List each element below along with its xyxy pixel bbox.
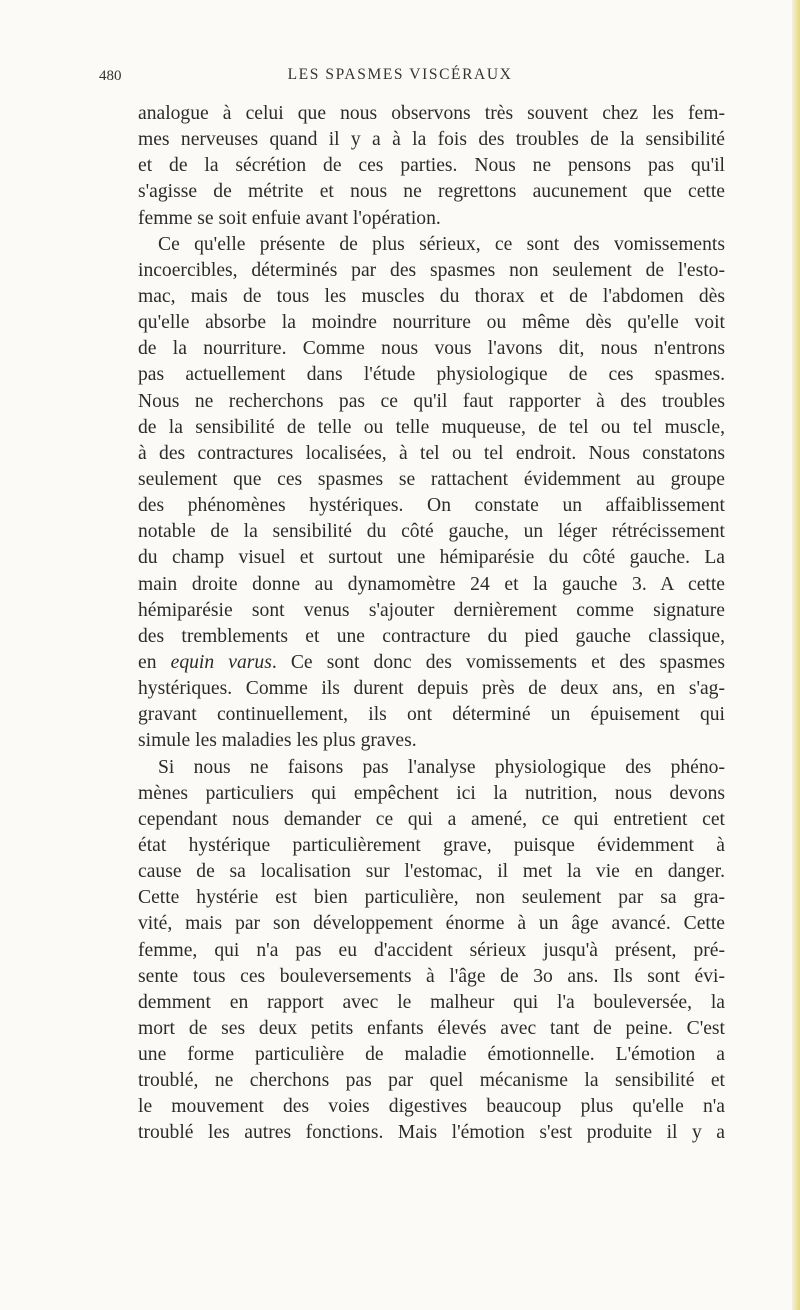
text-line: femme se soit enfuie avant l'opération.: [138, 207, 441, 229]
body-text: [138, 101, 725, 1147]
text-line: main droite donne au dynamomètre 24 et la gauche 3. A cette: [138, 573, 725, 595]
page-number: 480: [99, 68, 122, 84]
text-line: mes nerveuses quand il y a à la fois des troubles de la sensibilité: [138, 129, 725, 151]
text-line: troublé, ne cherchons pas par quel mécanisme la sensibilité et: [138, 1070, 725, 1092]
text-line: Cette hystérie est bien particulière, non seulement par sa gra-: [138, 887, 725, 909]
text-line: une forme particulière de maladie émotionnelle. L'émotion a: [138, 1044, 725, 1066]
italic-term: equin varus: [170, 651, 272, 673]
text-line: état hystérique particulièrement grave, puisque évidemment à: [138, 834, 725, 856]
text-line: mènes particuliers qui empêchent ici la nutrition, nous devons: [138, 782, 725, 804]
text-line: de la nourriture. Comme nous vous l'avons dit, nous n'entrons: [138, 338, 725, 360]
text-line: mac, mais de tous les muscles du thorax et de l'abdomen dès: [138, 285, 725, 307]
page-edge: [792, 0, 800, 1310]
text-line: demment en rapport avec le malheur qui l'a bouleversée, la: [138, 991, 725, 1013]
running-title: LES SPASMES VISCÉRAUX: [287, 66, 513, 83]
page-header: [0, 64, 800, 88]
text-line: pas actuellement dans l'étude physiologique de ces spasmes.: [138, 364, 725, 386]
text-line: notable de la sensibilité du côté gauche, un léger rétrécissement: [138, 521, 725, 543]
text-line: qu'elle absorbe la moindre nourriture ou même dès qu'elle voit: [138, 312, 725, 334]
text-line: mort de ses deux petits enfants élevés avec tant de peine. C'est: [138, 1017, 725, 1039]
text-line: et de la sécrétion de ces parties. Nous ne pensons pas qu'il: [138, 155, 725, 177]
text-line: des phénomènes hystériques. On constate un affaiblissement: [138, 495, 725, 517]
text-line: sente tous ces bouleversements à l'âge de 3o ans. Ils sont évi-: [138, 965, 725, 987]
text-line: le mouvement des voies digestives beaucoup plus qu'elle n'a: [138, 1096, 725, 1118]
text-line: simule les maladies les plus graves.: [138, 730, 417, 752]
text-line: vité, mais par son développement énorme à un âge avancé. Cette: [138, 913, 725, 935]
text-line: Si nous ne faisons pas l'analyse physiologique des phéno-: [158, 756, 725, 778]
text-fragment: en: [138, 651, 171, 673]
text-line: analogue à celui que nous observons très souvent chez les fem-: [138, 103, 725, 124]
text-line: de la sensibilité de telle ou telle muqueuse, de tel ou tel muscle,: [138, 416, 725, 438]
text-line: à des contractures localisées, à tel ou tel endroit. Nous constatons: [138, 442, 725, 464]
text-line: s'agisse de métrite et nous ne regrettons aucunement que cette: [138, 181, 725, 203]
text-line: cause de sa localisation sur l'estomac, il met la vie en danger.: [138, 861, 725, 883]
text-line: du champ visuel et surtout une hémiparésie du côté gauche. La: [138, 547, 725, 569]
text-line: Nous ne recherchons pas ce qu'il faut rapporter à des troubles: [138, 390, 725, 412]
text-fragment: . Ce sont donc des vomissements et des spasmes: [271, 651, 725, 673]
text-line: hystériques. Comme ils durent depuis près de deux ans, en s'ag-: [138, 678, 725, 700]
text-line: troublé les autres fonctions. Mais l'émotion s'est produite il y a: [138, 1122, 725, 1144]
text-line: hémiparésie sont venus s'ajouter dernièrement comme signature: [138, 599, 725, 621]
text-line: seulement que ces spasmes se rattachent évidemment au groupe: [138, 468, 725, 490]
text-line: des tremblements et une contracture du pied gauche classique,: [138, 625, 725, 647]
text-line: gravant continuellement, ils ont déterminé un épuisement qui: [138, 704, 725, 726]
text-line-with-italic: [138, 650, 725, 676]
text-line: Ce qu'elle présente de plus sérieux, ce sont des vomissements: [158, 233, 725, 255]
text-line: cependant nous demander ce qui a amené, ce qui entretient cet: [138, 808, 725, 830]
text-line: femme, qui n'a pas eu d'accident sérieux jusqu'à présent, pré-: [138, 939, 725, 961]
text-line: incoercibles, déterminés par des spasmes non seulement de l'esto-: [138, 259, 725, 281]
